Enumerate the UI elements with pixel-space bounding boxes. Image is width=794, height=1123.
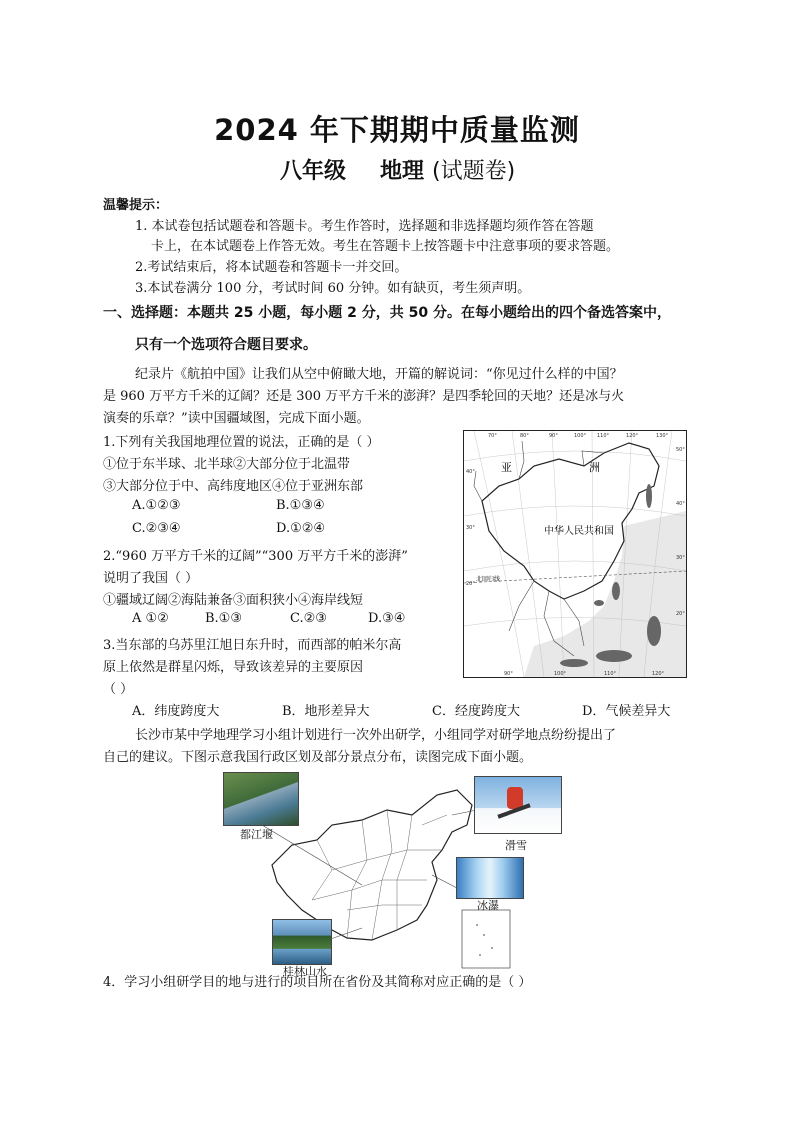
question-3-option-a: A．纬度跨度大	[132, 704, 220, 719]
map-label-tropic: 北回归线	[476, 576, 501, 583]
notice-item-3: 3.本试卷满分 100 分，考试时间 60 分钟。如有缺页，考生须声明。	[135, 281, 531, 296]
question-1-option-a: A.①②③	[132, 498, 181, 513]
skiing-photo	[474, 776, 562, 834]
top-tick: 100°	[574, 433, 587, 439]
intro-paragraph-line: 纪录片《航拍中国》让我们从空中俯瞰大地，开篇的解说词：“你见过什么样的中国？	[135, 367, 623, 382]
dujiangyan-photo	[223, 772, 299, 826]
left-tick: 20°	[466, 581, 475, 587]
china-province-outline	[272, 790, 472, 940]
exam-title: 2024 年下期期中质量监测	[214, 113, 580, 147]
question-3-option-b: B．地形差异大	[282, 704, 370, 719]
guilin-photo	[272, 919, 332, 965]
paper-type-label: (试题卷)	[432, 159, 516, 184]
question-1-option-b: B.①③④	[276, 498, 325, 513]
guilin-caption: 桂林山水	[283, 965, 327, 978]
top-tick: 80°	[520, 433, 529, 439]
subject-label: 地理	[380, 159, 425, 184]
notice-item-1-cont: 卡上，在本试题卷上作答无效。考生在答题卡上按答题卡中注意事项的要求答题。	[151, 239, 620, 254]
top-tick: 90°	[549, 433, 558, 439]
map-label-asia-1: 亚	[501, 461, 512, 474]
intro2-paragraph-line: 自己的建议。下图示意我国行政区划及部分景点分布，读图完成下面小题。	[103, 750, 533, 765]
map-label-asia-2: 洲	[589, 461, 600, 474]
question-2-statement: ①疆域辽阔②海陆兼备③面积狭小④海岸线短	[103, 593, 364, 608]
grade-label: 八年级	[280, 159, 347, 184]
dujiangyan-caption: 都江堰	[240, 828, 273, 841]
section-heading-cont: 只有一个选项符合题目要求。	[135, 337, 317, 353]
right-tick: 30°	[676, 555, 685, 561]
bottom-tick: 120°	[652, 671, 665, 677]
question-2-option-c: C.②③	[290, 611, 327, 626]
south-china-sea-inset	[462, 910, 510, 968]
question-2-option-b: B.①③	[205, 611, 242, 626]
bottom-tick: 90°	[504, 671, 513, 677]
intro-paragraph-line: 演奏的乐章？”读中国疆域图，完成下面小题。	[103, 411, 370, 426]
notice-heading: 温馨提示：	[103, 198, 169, 213]
notice-item-2: 2.考试结束后，将本试题卷和答题卡一并交回。	[135, 260, 408, 275]
top-tick: 70°	[488, 433, 497, 439]
top-tick: 110°	[597, 433, 610, 439]
china-territory-map-svg	[464, 431, 686, 677]
right-tick: 50°	[676, 447, 685, 453]
question-1-stem: 1.下列有关我国地理位置的说法，正确的是（ ）	[103, 435, 380, 450]
top-tick: 130°	[656, 433, 669, 439]
bottom-tick: 100°	[554, 671, 567, 677]
question-1-statement: ①位于东半球、北半球②大部分位于北温带	[103, 457, 351, 472]
question-2-stem: 2.“960 万平方千米的辽阔”“300 万平方千米的澎湃”	[103, 549, 408, 564]
question-3-option-c: C．经度跨度大	[432, 704, 520, 719]
right-tick: 40°	[676, 501, 685, 507]
right-tick: 20°	[676, 611, 685, 617]
icefall-photo	[456, 857, 524, 899]
map-label-china: 中华人民共和国	[544, 526, 614, 537]
china-territory-map	[463, 430, 687, 678]
bottom-tick: 110°	[604, 671, 617, 677]
left-tick: 30°	[466, 525, 475, 531]
question-1-option-c: C.②③④	[132, 521, 181, 536]
intro2-paragraph-line: 长沙市某中学地理学习小组计划进行一次外出研学，小组同学对研学地点纷纷提出了	[135, 728, 617, 743]
icefall-caption: 冰瀑	[477, 899, 499, 912]
question-2-option-d: D.③④	[368, 611, 406, 626]
question-1-statement: ③大部分位于中、高纬度地区④位于亚洲东部	[103, 479, 364, 494]
question-3-stem-cont: 原上依然是群星闪烁，导致该差异的主要原因	[103, 660, 364, 675]
question-3-stem: 3.当东部的乌苏里江旭日东升时，而西部的帕米尔高	[103, 638, 402, 653]
question-2-option-a: A ①②	[132, 611, 169, 626]
question-3-answer-paren: （ ）	[103, 682, 134, 697]
section-heading: 一、选择题：本题共 25 小题，每小题 2 分，共 50 分。在每小题给出的四个备选答案中，	[103, 305, 671, 321]
left-tick: 40°	[466, 469, 475, 475]
notice-item-1: 1. 本试卷包括试题卷和答题卡。考生作答时，选择题和非选择题均须作答在答题	[135, 219, 594, 234]
question-3-option-d: D．气候差异大	[582, 704, 671, 719]
question-1-option-d: D.①②④	[276, 521, 326, 536]
top-tick: 120°	[626, 433, 639, 439]
skiing-caption: 滑雪	[505, 839, 527, 852]
question-4-stem: 4．学习小组研学目的地与进行的项目所在省份及其简称对应正确的是（ ）	[103, 975, 532, 990]
intro-paragraph-line: 是 960 万平方千米的辽阔？还是 300 万平方千米的澎湃？是四季轮回的天地？还是冰与火	[103, 389, 625, 404]
question-2-stem-cont: 说明了我国（ ）	[103, 571, 199, 586]
